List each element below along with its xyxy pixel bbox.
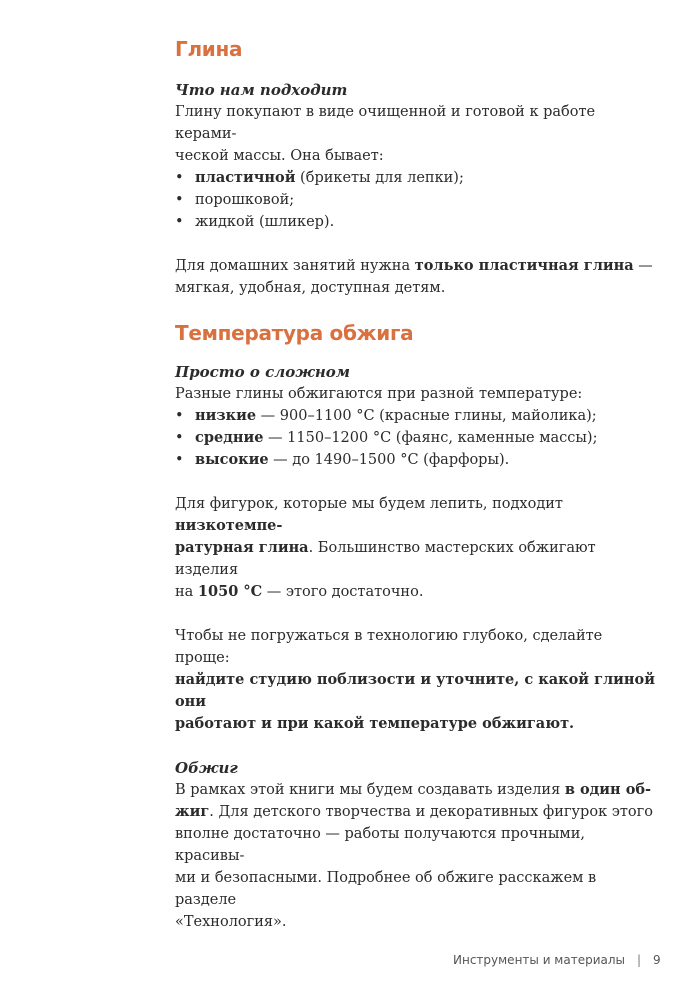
temperature-list	[175, 405, 655, 471]
subtitle-simple-about-complex: Просто о сложном	[175, 363, 351, 381]
list-item: • жидкой (шликер).	[175, 211, 655, 233]
subtitle-what-fits: Что нам подходит	[175, 81, 348, 99]
subtitle-firing: Обжиг	[175, 759, 238, 777]
studio-advice-paragraph: Чтобы не погружаться в технологию глубоко, сделайте проще: найдите студию поблизости и уточните, с какой глиной они работают и при какой температуре обжигают.	[175, 628, 655, 732]
footer-separator: |	[637, 953, 642, 967]
list-item: • средние — 1150–1200 °С (фаянс, каменные массы);	[175, 427, 655, 449]
list-item: • порошковой;	[175, 189, 655, 211]
firing-paragraph: В рамках этой книги мы будем создавать изделия в один об- жиг. Для детского творчества и декоративных фигурок этого вполне достаточно — работы получаются прочными, красивы- ми и безопасными. Подробнее об обжиге расскажем в разделе «Технология».	[175, 781, 653, 930]
clay-intro: Глину покупают в виде очищенной и готовой к работе керами- ческой массы. Она бывает:	[175, 104, 596, 164]
clay-types-list	[175, 167, 655, 233]
clay-home-paragraph: Для домашних занятий нужна только пластичная глина — мягкая, удобная, доступная детям.	[175, 257, 653, 296]
low-temperature-paragraph: Для фигурок, которые мы будем лепить, подходит низкотемпе- ратурная глина. Большинство мастерских обжигают изделия на 1050 °С — этого достаточно.	[175, 496, 596, 600]
section-title-firing-temperature: Температура обжига	[175, 321, 414, 345]
section-title-clay: Глина	[175, 37, 243, 61]
page-content	[175, 34, 655, 933]
page-number: 9	[653, 953, 661, 967]
list-item: • высокие — до 1490–1500 °С (фарфоры).	[175, 449, 655, 471]
page-footer	[453, 953, 661, 967]
list-item: • пластичной (брикеты для лепки);	[175, 167, 655, 189]
temperature-intro: Разные глины обжигаются при разной температуре:	[175, 386, 583, 402]
footer-section-name: Инструменты и материалы	[453, 953, 625, 967]
list-item: • низкие — 900–1100 °С (красные глины, майолика);	[175, 405, 655, 427]
